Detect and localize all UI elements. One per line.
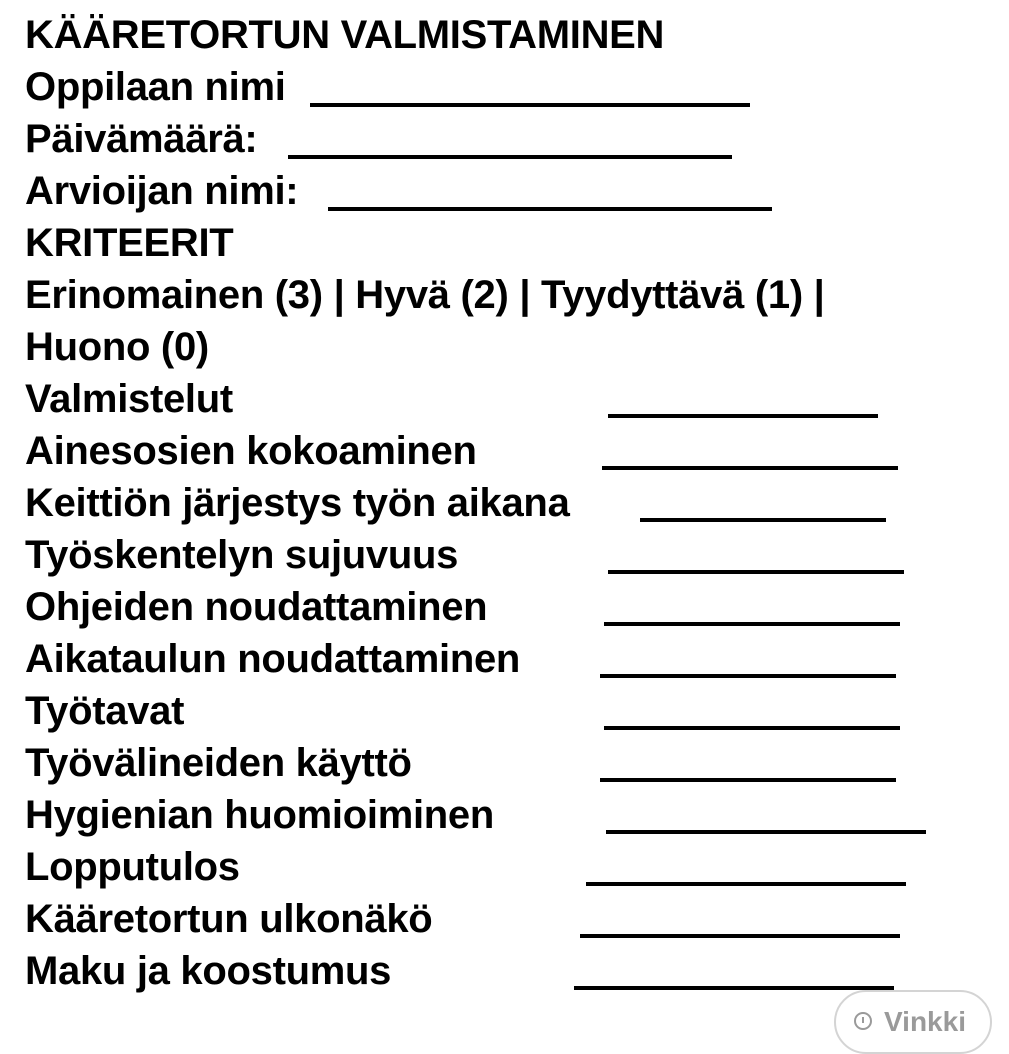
criterion-label: Työtavat bbox=[25, 689, 185, 733]
scale-line-1: Erinomainen (3) | Hyvä (2) | Tyydyttävä (1) | bbox=[25, 273, 825, 317]
criteria-heading: KRITEERIT bbox=[25, 221, 234, 265]
criterion-score-blank[interactable] bbox=[600, 778, 896, 782]
criterion-score-blank[interactable] bbox=[604, 726, 900, 730]
criterion-score-blank[interactable] bbox=[574, 986, 894, 990]
criterion-score-blank[interactable] bbox=[606, 830, 926, 834]
date-label: Päivämäärä: bbox=[25, 117, 258, 161]
criterion-label: Keittiön järjestys työn aikana bbox=[25, 481, 570, 525]
criterion-label: Maku ja koostumus bbox=[25, 949, 392, 993]
criterion-score-blank[interactable] bbox=[600, 674, 896, 678]
student-name-label: Oppilaan nimi bbox=[25, 65, 286, 109]
criterion-score-blank[interactable] bbox=[640, 518, 886, 522]
criterion-label: Ainesosien kokoaminen bbox=[25, 429, 477, 473]
criterion-label: Kääretortun ulkonäkö bbox=[25, 897, 433, 941]
criterion-score-blank[interactable] bbox=[586, 882, 906, 886]
criterion-label: Hygienian huomioiminen bbox=[25, 793, 494, 837]
assessor-name-label: Arvioijan nimi: bbox=[25, 169, 299, 213]
tip-icon bbox=[854, 1012, 872, 1030]
criterion-score-blank[interactable] bbox=[580, 934, 900, 938]
criterion-score-blank[interactable] bbox=[604, 622, 900, 626]
criterion-label: Työskentelyn sujuvuus bbox=[25, 533, 459, 577]
tip-button[interactable] bbox=[834, 990, 992, 1054]
criterion-score-blank[interactable] bbox=[608, 414, 878, 418]
scale-line-2: Huono (0) bbox=[25, 325, 209, 369]
criterion-label: Työvälineiden käyttö bbox=[25, 741, 412, 785]
form-title: KÄÄRETORTUN VALMISTAMINEN bbox=[25, 13, 665, 57]
criterion-score-blank[interactable] bbox=[608, 570, 904, 574]
criterion-label: Lopputulos bbox=[25, 845, 240, 889]
student-name-blank[interactable] bbox=[310, 103, 750, 107]
date-blank[interactable] bbox=[288, 155, 732, 159]
criterion-label: Ohjeiden noudattaminen bbox=[25, 585, 488, 629]
criterion-score-blank[interactable] bbox=[602, 466, 898, 470]
assessor-name-blank[interactable] bbox=[328, 207, 772, 211]
tip-button-label: Vinkki bbox=[884, 1006, 966, 1037]
criterion-label: Valmistelut bbox=[25, 377, 233, 421]
criterion-label: Aikataulun noudattaminen bbox=[25, 637, 521, 681]
